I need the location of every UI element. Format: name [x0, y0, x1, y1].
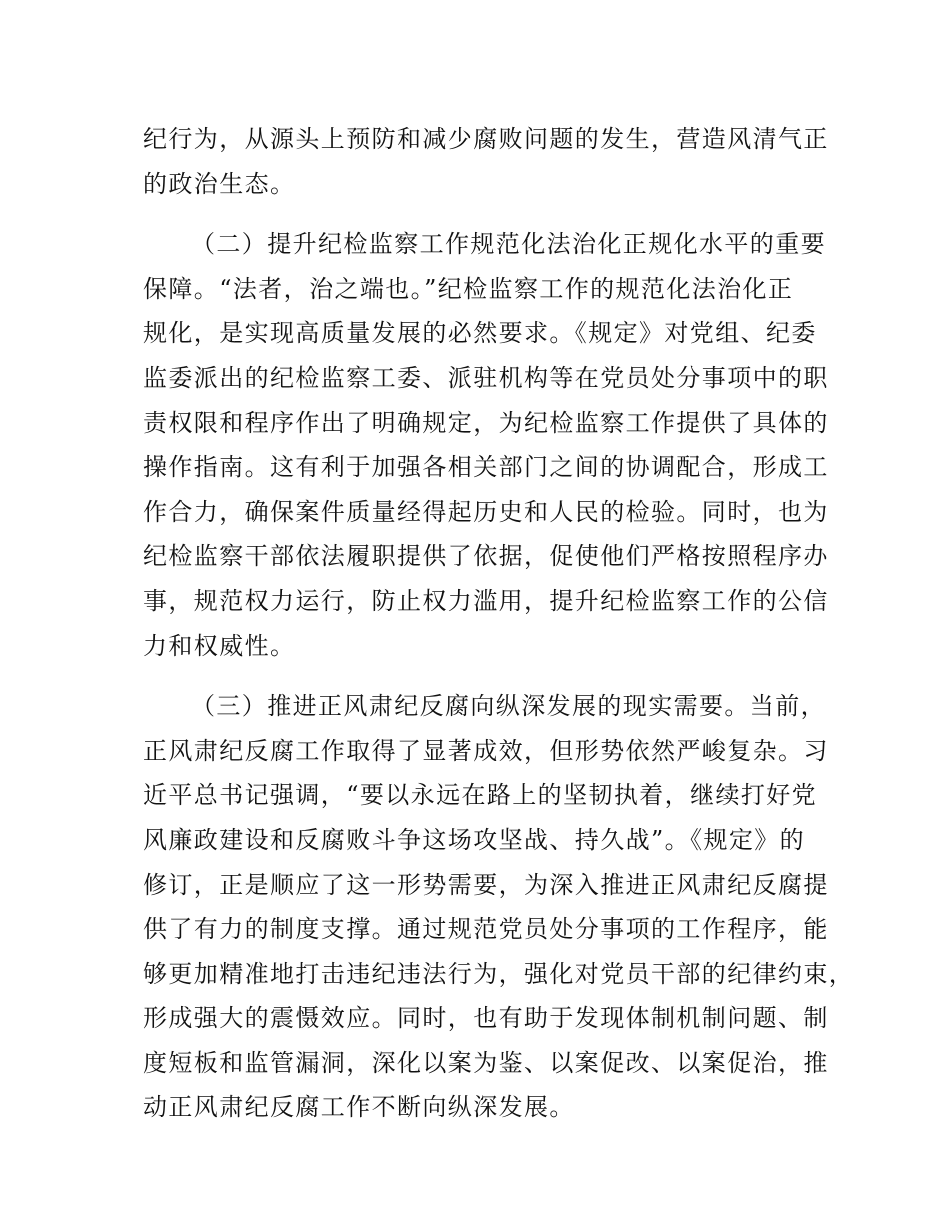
- paragraph-heading-line: （三）推进正风肃纪反腐向纵深发展的现实需要。当前，: [191, 692, 826, 721]
- paragraph-line: 修订，正是顺应了这一形势需要，为深入推进正风肃纪反腐提: [143, 870, 829, 899]
- paragraph-line: 纪行为，从源头上预防和减少腐败问题的发生，营造风清气正: [143, 125, 829, 153]
- paragraph-heading-line: （二）提升纪检监察工作规范化法治化正规化水平的重要: [191, 230, 826, 259]
- paragraph-line: 规化，是实现高质量发展的必然要求。《规定》对党组、纪委: [143, 319, 817, 348]
- paragraph-3: [143, 684, 855, 1130]
- paragraph-line: 纪检监察干部依法履职提供了依据，促使他们严格按照程序办: [143, 542, 829, 571]
- paragraph-spacer: [143, 206, 811, 222]
- paragraph-line: 责权限和程序作出了明确规定，为纪检监察工作提供了具体的: [143, 408, 829, 437]
- paragraph-spacer: [143, 668, 811, 684]
- paragraph-line: 度短板和监管漏洞，深化以案为鉴、以案促改、以案促治，推: [143, 1048, 829, 1077]
- paragraph-1: [143, 117, 829, 206]
- paragraph-line: 力和权威性。: [143, 631, 296, 660]
- paragraph-line: 正风肃纪反腐工作取得了显著成效，但形势依然严峻复杂。习: [143, 736, 829, 765]
- paragraph-line: 动正风肃纪反腐工作不断向纵深发展。: [143, 1093, 575, 1122]
- paragraph-line: 近平总书记强调，“要以永远在路上的坚韧执着，继续打好党: [143, 781, 818, 810]
- paragraph-line: 事，规范权力运行，防止权力滥用，提升纪检监察工作的公信: [143, 586, 829, 615]
- paragraph-2: [143, 222, 829, 668]
- paragraph-line: 监委派出的纪检监察工委、派驻机构等在党员处分事项中的职: [143, 363, 829, 392]
- paragraph-line: 供了有力的制度支撑。通过规范党员处分事项的工作程序，能: [143, 915, 829, 944]
- paragraph-line: 够更加精准地打击违纪违法行为，强化对党员干部的纪律约束，: [143, 959, 855, 988]
- paragraph-line: 的政治生态。: [143, 169, 296, 198]
- paragraph-line: 作合力，确保案件质量经得起历史和人民的检验。同时，也为: [143, 497, 829, 526]
- paragraph-line: 操作指南。这有利于加强各相关部门之间的协调配合，形成工: [143, 453, 829, 482]
- paragraph-line: 保障。“法者，治之端也。”纪检监察工作的规范化法治化正: [143, 274, 794, 303]
- paragraph-line: 风廉政建设和反腐败斗争这场攻坚战、持久战”。《规定》的: [143, 825, 806, 854]
- document-body: [143, 117, 855, 1130]
- paragraph-line: 形成强大的震慑效应。同时，也有助于发现体制机制问题、制: [143, 1004, 829, 1033]
